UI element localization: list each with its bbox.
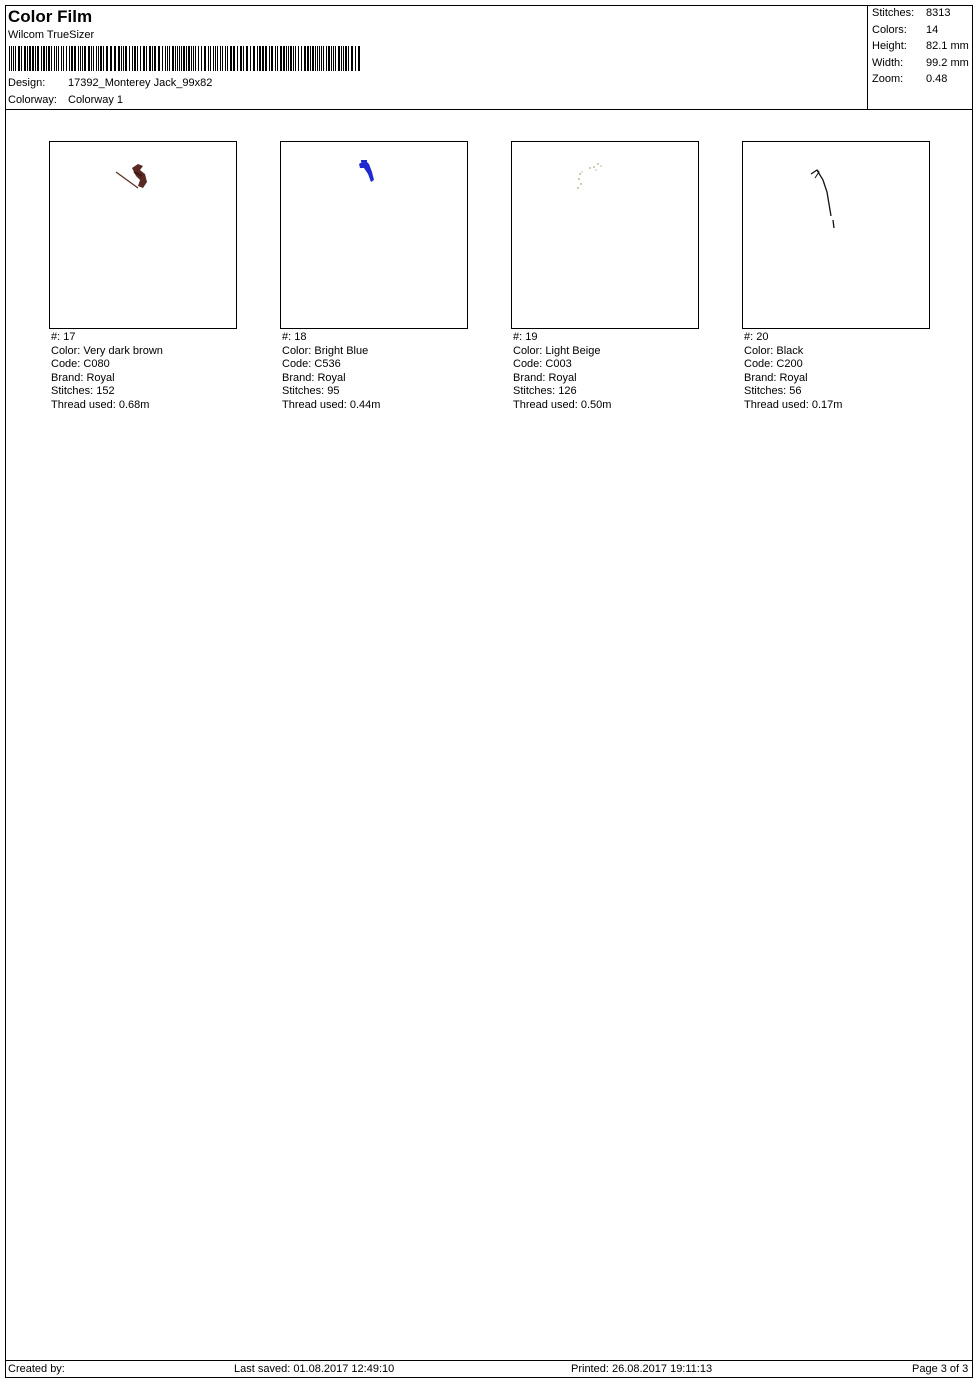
brown-stitch-icon [50,142,238,330]
thread-code: Code: C536 [282,358,341,371]
thread-brand: Brand: Royal [744,371,808,384]
stat-height [872,38,969,55]
stitch-preview [511,141,699,329]
stat-label: Colors: [872,23,907,36]
thread-card [49,141,239,413]
stat-value: 14 [926,23,939,36]
thread-brand: Brand: Royal [282,371,346,384]
stat-value: 8313 [926,7,951,19]
last-saved: Last saved: 01.08.2017 12:49:10 [234,1363,395,1375]
thread-used: Thread used: 0.68m [51,398,150,411]
thread-used: Thread used: 0.17m [744,398,843,411]
thread-card [280,141,470,413]
design-row [8,77,212,89]
thread-brand: Brand: Royal [513,371,577,384]
thread-stitches: Stitches: 126 [513,385,577,398]
printed-date: Printed: 26.08.2017 19:11:13 [571,1363,713,1375]
thread-code: Code: C003 [513,358,572,371]
stat-value: 0.48 [926,73,948,86]
stat-label: Width: [872,56,904,69]
stats-panel [867,5,973,109]
thread-card [511,141,701,413]
thread-color: Color: Light Beige [513,344,601,357]
design-value: 17392_Monterey Jack_99x82 [68,77,213,89]
black-stitch-icon [743,142,931,330]
colorway-label: Colorway: [8,94,57,106]
thread-card [742,141,932,413]
thread-number: #: 17 [51,331,76,343]
colorway-value: Colorway 1 [68,94,124,106]
stitch-preview [742,141,930,329]
stat-width [872,55,969,72]
thread-used: Thread used: 0.44m [282,398,381,411]
stat-label: Height: [872,40,907,53]
design-label: Design: [8,77,46,89]
software-name: Wilcom TrueSizer [8,29,95,41]
thread-number: #: 18 [282,331,307,343]
thread-code: Code: C080 [51,358,110,371]
document-header [5,5,973,110]
header-info [5,5,867,109]
thread-stitches: Stitches: 95 [282,385,340,398]
stat-stitches [872,5,969,22]
thread-color: Color: Bright Blue [282,344,369,357]
beige-stitch-icon [512,142,700,330]
document-footer [5,1360,973,1378]
thread-code: Code: C200 [744,358,803,371]
thread-number: #: 19 [513,331,538,343]
stitch-preview [49,141,237,329]
thread-brand: Brand: Royal [51,371,115,384]
thread-color: Color: Very dark brown [51,344,163,357]
thread-color: Color: Black [744,344,804,357]
thread-used: Thread used: 0.50m [513,398,612,411]
stat-colors [872,22,969,39]
stat-value: 82.1 mm [926,40,969,53]
blue-stitch-icon [281,142,469,330]
thread-stitches: Stitches: 56 [744,385,802,398]
colorway-row [8,94,123,106]
thread-stitches: Stitches: 152 [51,385,115,398]
thread-number: #: 20 [744,331,769,343]
page-title: Color Film [8,7,93,26]
stat-label: Stitches: [872,7,915,19]
stat-value: 99.2 mm [926,56,969,69]
barcode-icon [9,46,362,71]
page-number: Page 3 of 3 [912,1363,969,1375]
stitch-preview [280,141,468,329]
stat-zoom [872,71,969,88]
created-by: Created by: [8,1363,65,1375]
stat-label: Zoom: [872,73,904,86]
